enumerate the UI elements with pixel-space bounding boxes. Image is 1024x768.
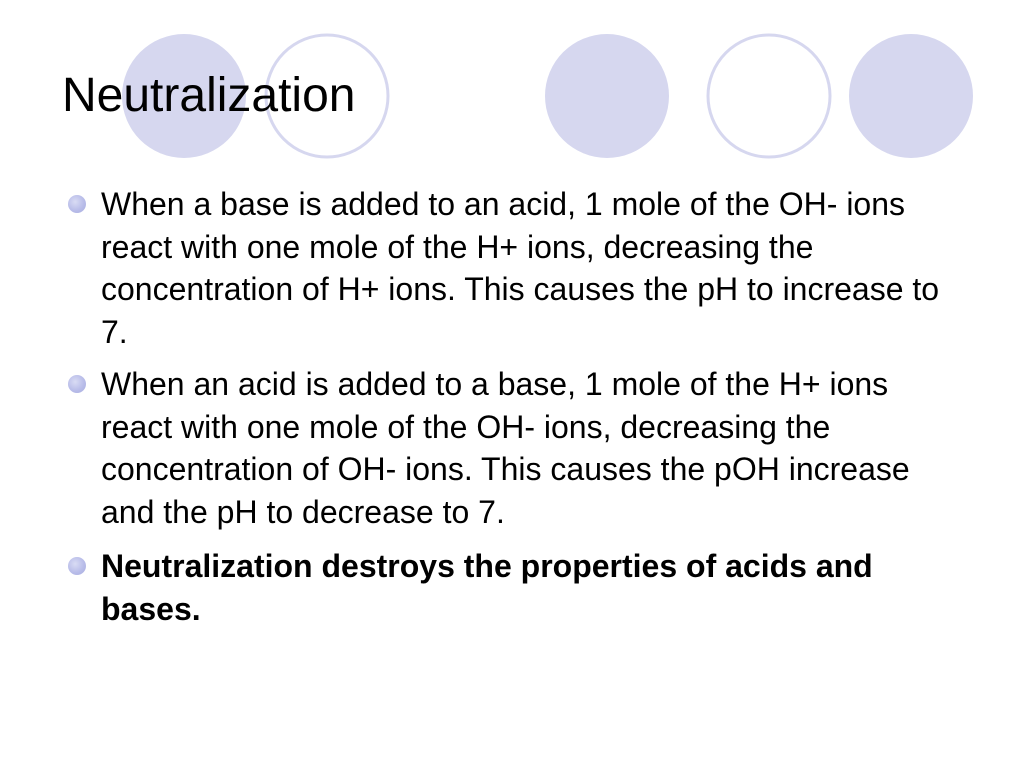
bullet-marker-icon [68,375,86,393]
decor-circle-filled-right [849,34,973,158]
bullet-text: Neutralization destroys the properties of acids and bases. [101,548,873,627]
bullet-list [68,183,958,640]
bullet-marker-icon [68,557,86,575]
bullet-item [68,183,958,353]
bullet-item-emphasis [68,545,958,630]
slide-title: Neutralization [62,69,356,122]
decor-circle-filled-middle [545,34,669,158]
bullet-text: When a base is added to an acid, 1 mole of the OH- ions react with one mole of the H+ ions, decreasing the concentration of H+ ions. This causes the pH to increase to 7. [101,186,940,350]
bullet-text: When an acid is added to a base, 1 mole of the H+ ions react with one mole of the OH- ions, decreasing the concentration of OH- ions. This causes the pOH increase and the pH to decrease to 7. [101,366,910,530]
bullet-item [68,363,958,533]
decor-circle-ring-right [708,35,830,157]
bullet-marker-icon [68,195,86,213]
